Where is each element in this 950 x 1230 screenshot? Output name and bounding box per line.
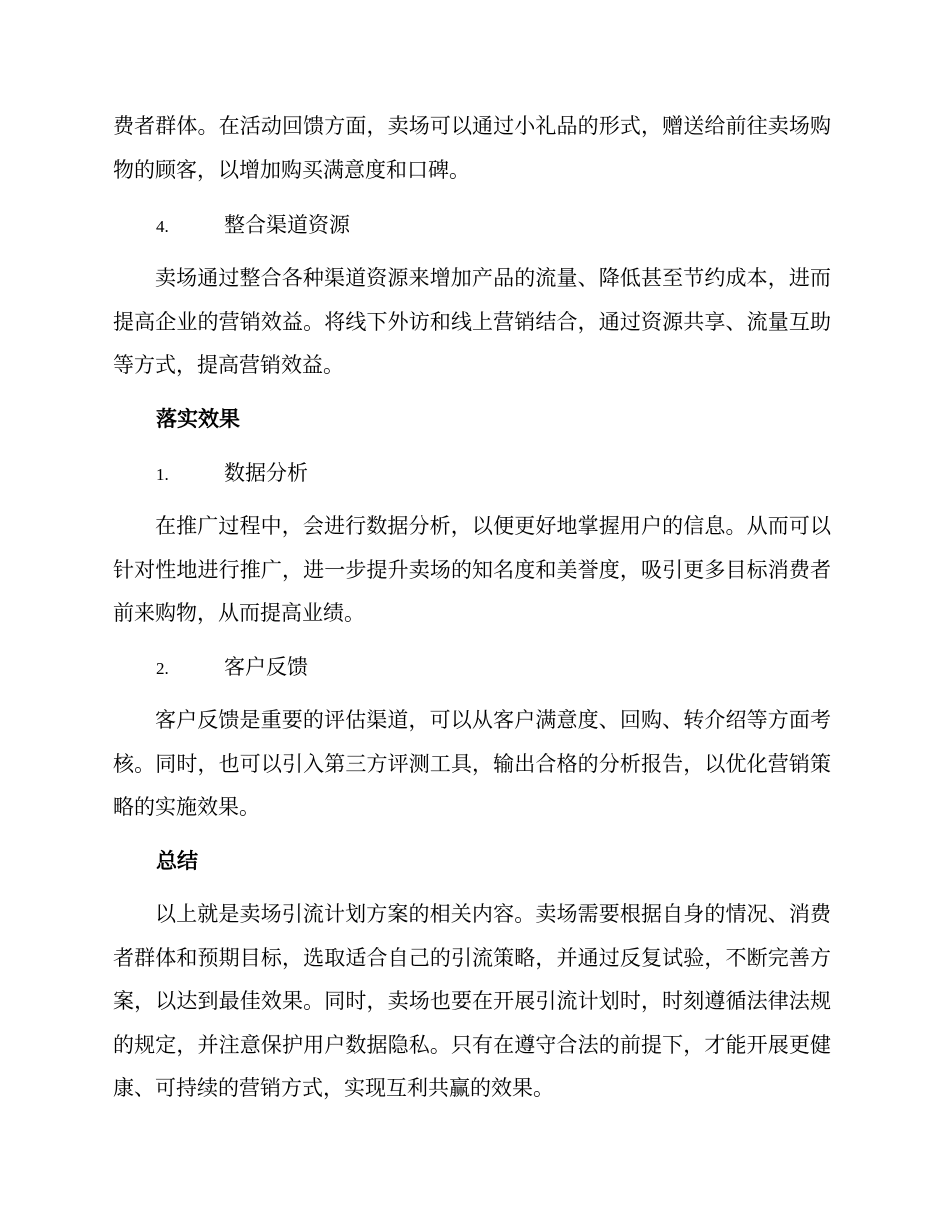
list-number: 4. bbox=[156, 217, 169, 236]
paragraph-channel-integration: 卖场通过整合各种渠道资源来增加产品的流量、降低甚至节约成本，进而提高企业的营销效益。将线下外访和线上营销结合，通过资源共享、流量互助等方式，提高营销效益。 bbox=[113, 266, 831, 377]
list-item-customer-feedback bbox=[156, 645, 308, 689]
paragraph-customer-feedback: 客户反馈是重要的评估渠道，可以从客户满意度、回购、转介绍等方面考核。同时，也可以引入第三方评测工具，输出合格的分析报告，以优化营销策略的实施效果。 bbox=[113, 708, 831, 819]
paragraph-data-analysis: 在推广过程中，会进行数据分析，以便更好地掌握用户的信息。从而可以针对性地进行推广，进一步提升卖场的知名度和美誉度，吸引更多目标消费者前来购物，从而提高业绩。 bbox=[113, 514, 831, 625]
list-label: 整合渠道资源 bbox=[224, 213, 350, 237]
list-item-data-analysis bbox=[156, 451, 308, 495]
heading-implementation-results: 落实效果 bbox=[156, 406, 240, 431]
paragraph-summary: 以上就是卖场引流计划方案的相关内容。卖场需要根据自身的情况、消费者群体和预期目标，选取适合自己的引流策略，并通过反复试验，不断完善方案，以达到最佳效果。同时，卖场也要在开展引流计划时，时刻遵循法律法规的规定，并注意保护用户数据隐私。只有在遵守合法的前提下，才能开展更健康、可持续的营销方式，实现互利共赢的效果。 bbox=[113, 902, 831, 1100]
list-number: 1. bbox=[156, 465, 169, 484]
paragraph-activity-feedback: 费者群体。在活动回馈方面，卖场可以通过小礼品的形式，赠送给前往卖场购物的顾客，以增加购买满意度和口碑。 bbox=[113, 114, 831, 182]
list-item-integrate-channels bbox=[156, 203, 350, 247]
list-label: 客户反馈 bbox=[224, 655, 308, 679]
list-number: 2. bbox=[156, 659, 169, 678]
list-label: 数据分析 bbox=[224, 461, 308, 485]
heading-summary: 总结 bbox=[156, 848, 198, 873]
